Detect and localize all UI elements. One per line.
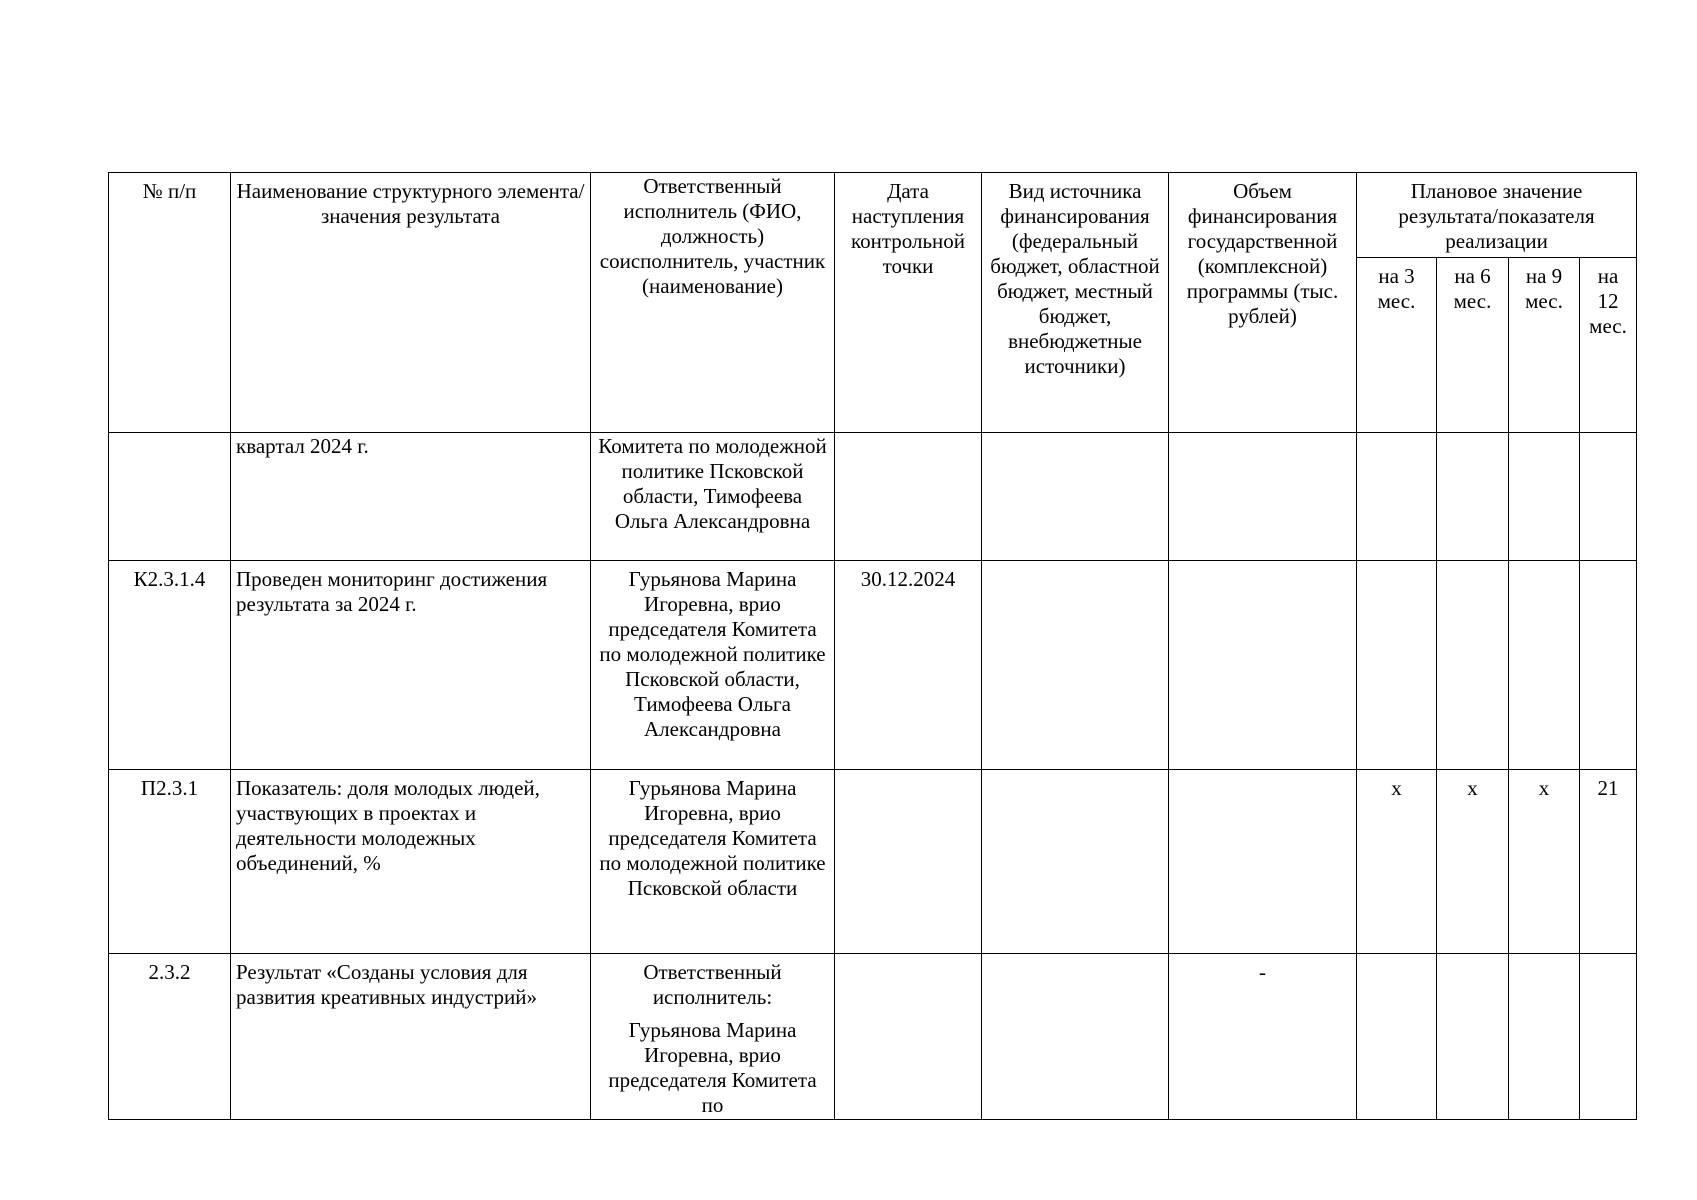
row-m3 — [1357, 561, 1437, 770]
row-source — [982, 954, 1169, 1120]
row-responsible: Комитета по молодежной политике Псковской области, Тимофеева Ольга Александровна — [591, 433, 835, 561]
row-source — [982, 433, 1169, 561]
table-row — [109, 561, 1637, 770]
row-m9 — [1509, 954, 1580, 1120]
row-date — [835, 433, 982, 561]
row-m6 — [1437, 954, 1509, 1120]
header-date: Дата наступления контрольной точки — [835, 173, 982, 433]
table-row — [109, 433, 1637, 561]
row-responsible: Гурьянова Марина Игоревна, врио председателя Комитета по молодежной политике Псковской области — [591, 770, 835, 954]
header-source: Вид источника финансирования (федеральный бюджет, областной бюджет, местный бюджет, внебюджетные источники) — [982, 173, 1169, 433]
header-volume: Объем финансирования государственной (комплексной) программы (тыс. рублей) — [1169, 173, 1357, 433]
row-name: Результат «Созданы условия для развития креативных индустрий» — [231, 954, 591, 1120]
row-volume — [1169, 433, 1357, 561]
row-name: Проведен мониторинг достижения результата за 2024 г. — [231, 561, 591, 770]
header-num: № п/п — [109, 173, 231, 433]
row-m12 — [1580, 561, 1637, 770]
row-m6: х — [1437, 770, 1509, 954]
row-m9 — [1509, 561, 1580, 770]
table-row — [109, 954, 1637, 1120]
row-name: Показатель: доля молодых людей, участвующих в проектах и деятельности молодежных объединений, % — [231, 770, 591, 954]
row-responsible-label: Ответственный исполнитель: — [643, 960, 782, 1009]
table-row — [109, 770, 1637, 954]
row-volume: - — [1169, 954, 1357, 1120]
header-planned: Плановое значение результата/показателя реализации — [1357, 173, 1637, 258]
header-m9: на 9 мес. — [1509, 258, 1580, 433]
row-volume — [1169, 770, 1357, 954]
row-m3: х — [1357, 770, 1437, 954]
row-num: П2.3.1 — [109, 770, 231, 954]
row-num: 2.3.2 — [109, 954, 231, 1120]
plan-table — [108, 172, 1637, 1120]
row-m9 — [1509, 433, 1580, 561]
row-m12 — [1580, 433, 1637, 561]
row-source — [982, 561, 1169, 770]
table-header-row — [109, 173, 1637, 258]
row-name: квартал 2024 г. — [231, 433, 591, 561]
row-responsible: Гурьянова Марина Игоревна, врио председателя Комитета по молодежной политике Псковской области, Тимофеева Ольга Александровна — [591, 561, 835, 770]
row-m3 — [1357, 954, 1437, 1120]
header-name: Наименование структурного элемента/ значения результата — [231, 173, 591, 433]
row-date — [835, 954, 982, 1120]
row-m9: х — [1509, 770, 1580, 954]
header-m12: на 12 мес. — [1580, 258, 1637, 433]
row-responsible-cell — [591, 954, 835, 1120]
header-responsible: Ответственный исполнитель (ФИО, должность) соисполнитель, участник (наименование) — [591, 173, 835, 433]
row-m6 — [1437, 561, 1509, 770]
row-m12 — [1580, 954, 1637, 1120]
row-num — [109, 433, 231, 561]
row-m6 — [1437, 433, 1509, 561]
row-volume — [1169, 561, 1357, 770]
row-num: К2.3.1.4 — [109, 561, 231, 770]
header-m6: на 6 мес. — [1437, 258, 1509, 433]
row-source — [982, 770, 1169, 954]
row-m3 — [1357, 433, 1437, 561]
row-date — [835, 770, 982, 954]
row-responsible: Гурьянова Марина Игоревна, врио председателя Комитета по — [608, 1018, 817, 1117]
header-m3: на 3 мес. — [1357, 258, 1437, 433]
row-date: 30.12.2024 — [835, 561, 982, 770]
row-m12: 21 — [1580, 770, 1637, 954]
